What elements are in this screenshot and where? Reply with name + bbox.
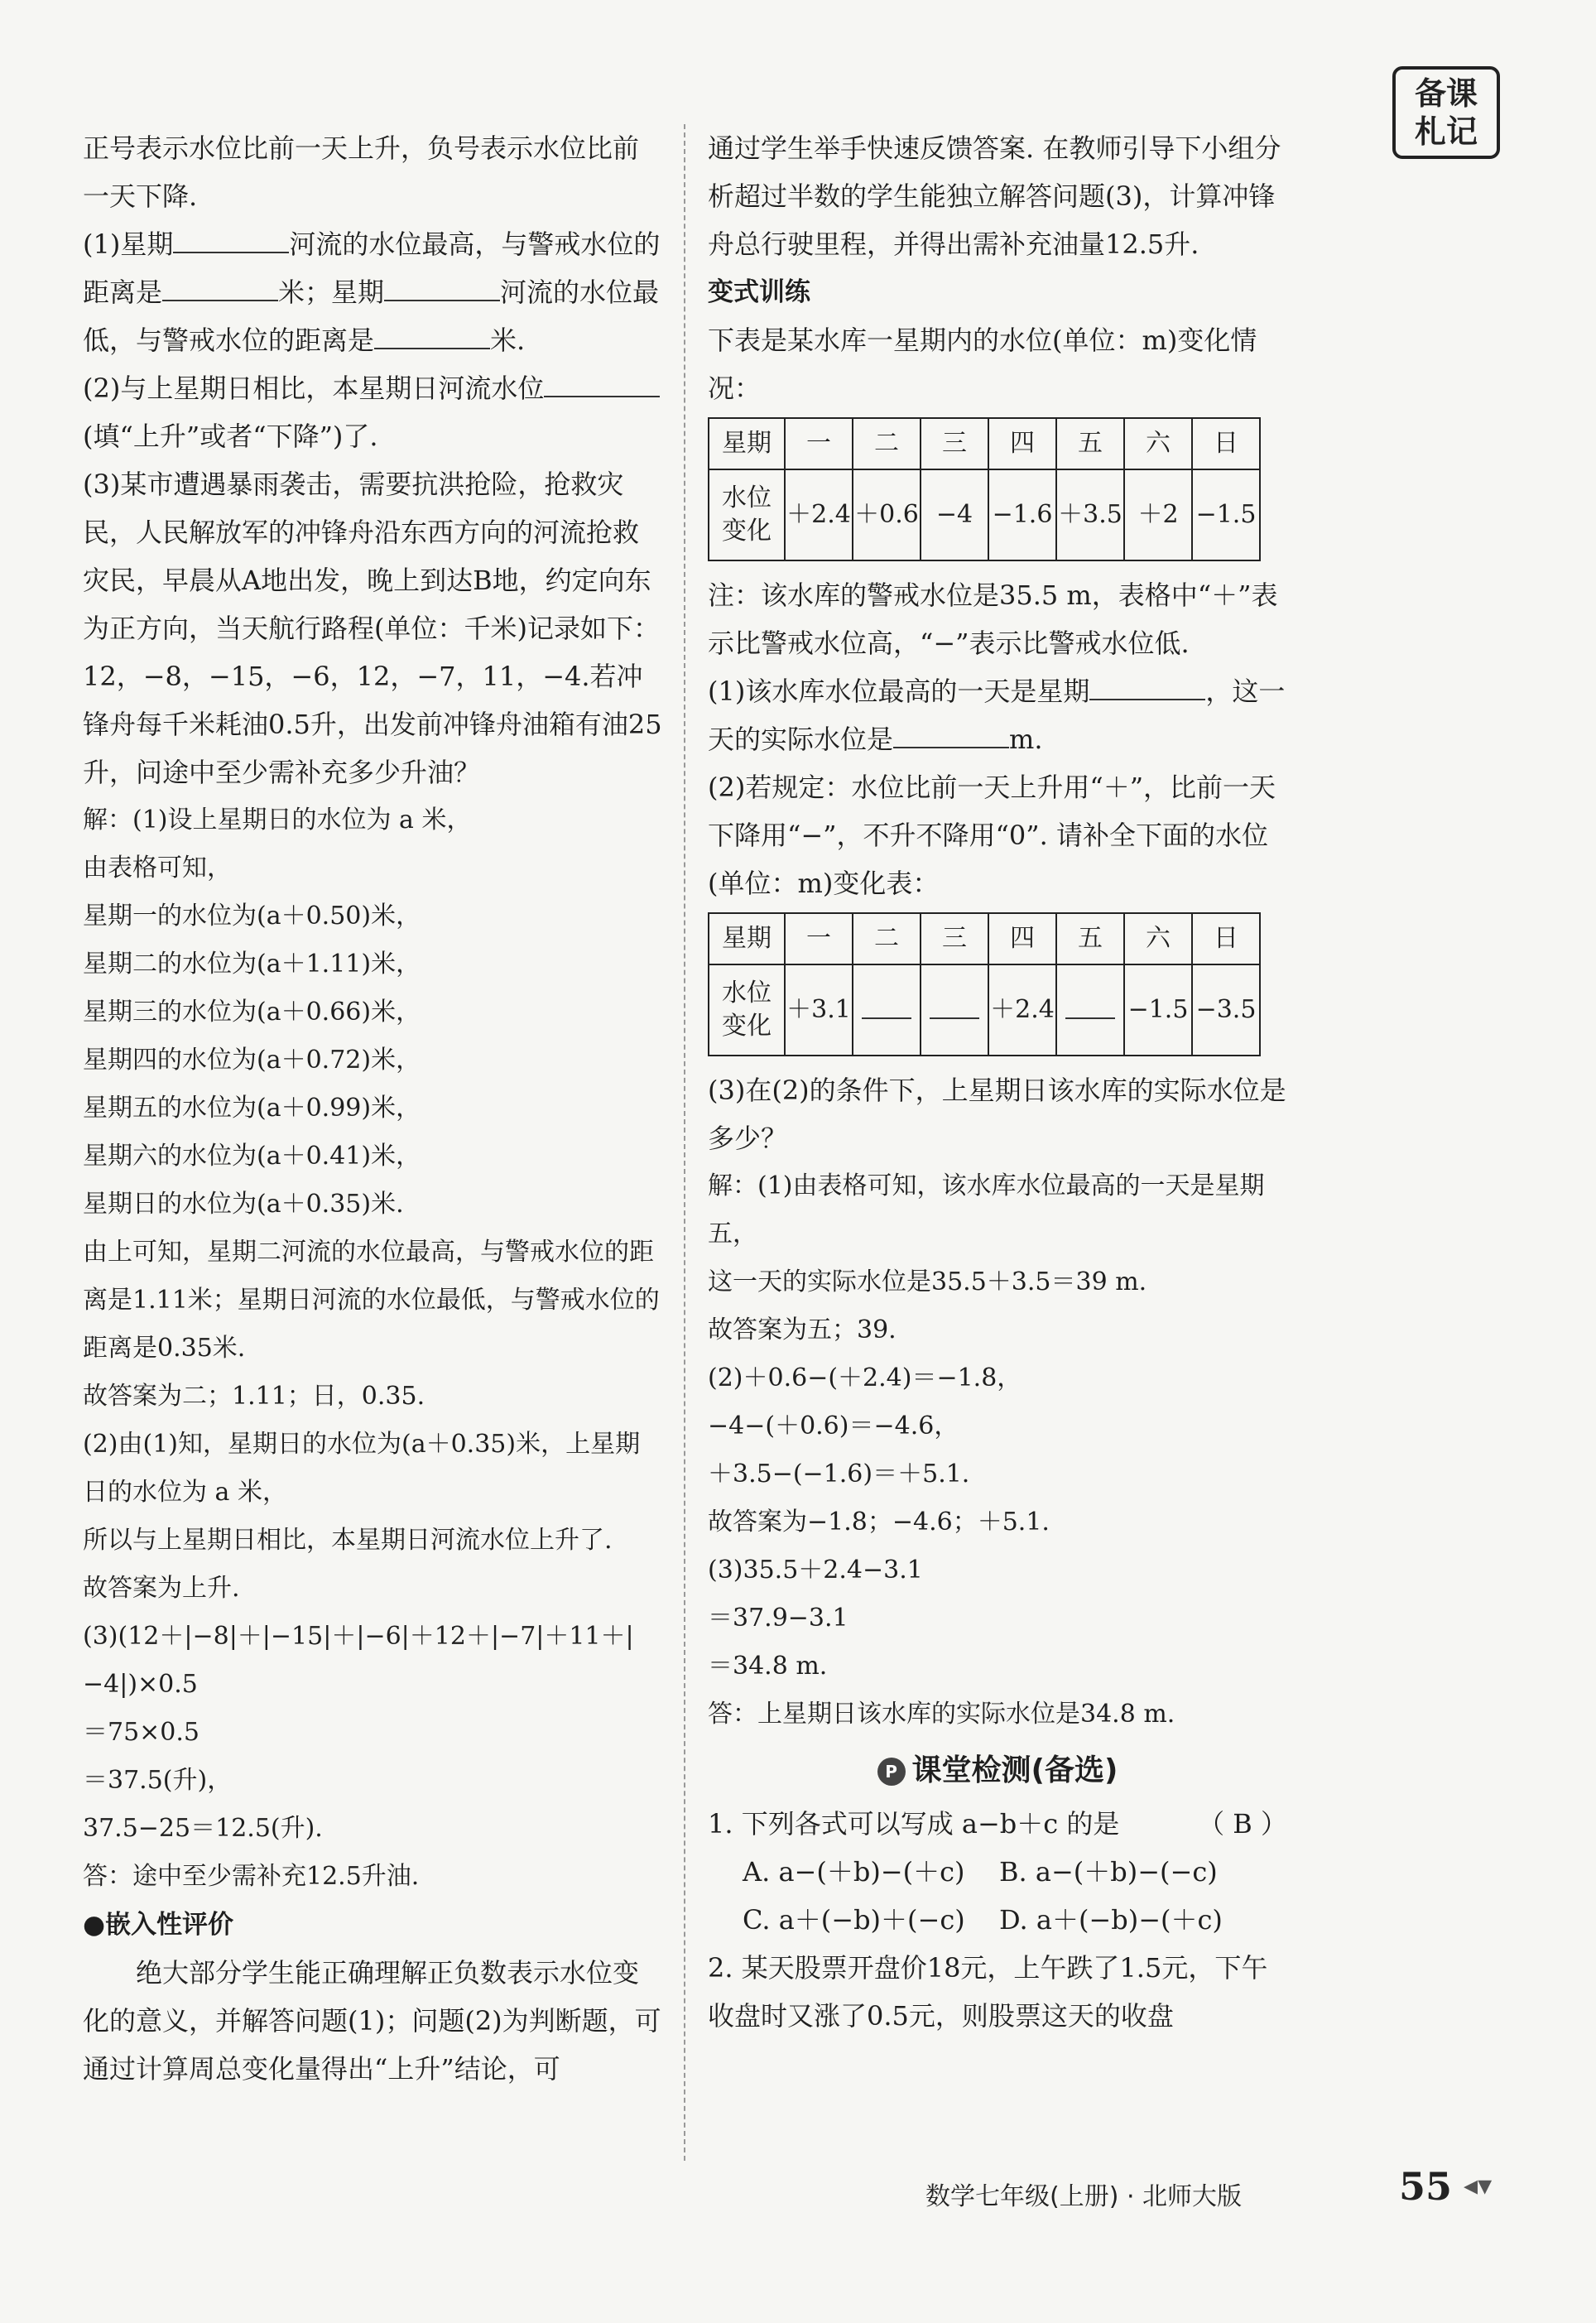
solution-line: 由表格可知， bbox=[83, 854, 232, 883]
solution-line: 所以与上星期日相比，本星期日河流水位上升了. bbox=[83, 1526, 613, 1555]
intro-text: 正号表示水位比前一天上升，负号表示水位比前一天下降. bbox=[83, 132, 640, 212]
table-cell: ＋0.6 bbox=[853, 469, 921, 560]
answer-blank bbox=[544, 371, 660, 397]
table-cell: 水位变化 bbox=[709, 964, 785, 1056]
left-column bbox=[83, 124, 662, 2093]
solution-line: 星期五的水位为(a＋0.99)米， bbox=[83, 1094, 421, 1123]
notes-stamp bbox=[1392, 66, 1500, 159]
table-cell-blank bbox=[853, 964, 921, 1056]
table-cell: 四 bbox=[988, 418, 1056, 469]
right-column bbox=[708, 124, 1287, 2040]
table-cell: 水位变化 bbox=[709, 469, 785, 560]
table-cell: 五 bbox=[1056, 913, 1124, 964]
solution-line: ＝75×0.5 bbox=[83, 1718, 200, 1747]
table-cell: 六 bbox=[1124, 913, 1192, 964]
solution-line: 故答案为五；39. bbox=[708, 1315, 897, 1344]
table-row bbox=[709, 913, 1260, 964]
variation-solution-block bbox=[708, 1162, 1287, 1739]
variation-intro: 下表是某水库一星期内的水位(单位：m)变化情况： bbox=[708, 325, 1257, 404]
table-cell: ＋2 bbox=[1124, 469, 1192, 560]
table-cell: 五 bbox=[1056, 418, 1124, 469]
table-cell: −4 bbox=[921, 469, 988, 560]
variation-question-3: (3)在(2)的条件下，上星期日该水库的实际水位是多少？ bbox=[708, 1075, 1286, 1154]
table-cell: 星期 bbox=[709, 418, 785, 469]
answer-blank bbox=[162, 275, 278, 301]
solution-line: (2)＋0.6−(＋2.4)＝−1.8， bbox=[708, 1364, 1022, 1392]
table-cell: ＋3.1 bbox=[785, 964, 853, 1056]
answer-blank bbox=[1065, 993, 1115, 1019]
section-title bbox=[708, 1747, 1287, 1795]
solution-line: (3)(12＋|−8|＋|−15|＋|−6|＋12＋|−7|＋11＋|−4|)×0.5 bbox=[83, 1622, 634, 1699]
page-number: 55 bbox=[1399, 2164, 1453, 2209]
table-row bbox=[709, 418, 1260, 469]
question-1 bbox=[83, 220, 662, 364]
evaluation-title: ●嵌入性评价 bbox=[83, 1910, 234, 1940]
practice-2: 2. 某天股票开盘价18元，上午跌了1.5元，下午收盘时又涨了0.5元，则股票这天的收盘 bbox=[708, 1952, 1268, 2032]
note-text: 注：该水库的警戒水位是35.5 m，表格中“＋”表示比警戒水位高，“−”表示比警戒水位低. bbox=[708, 580, 1278, 659]
table-cell-blank bbox=[921, 964, 988, 1056]
table-cell: 日 bbox=[1192, 418, 1260, 469]
question-2 bbox=[83, 364, 662, 460]
continued-text: 通过学生举手快速反馈答案. 在教师引导下小组分析超过半数的学生能独立解答问题(3)，计算冲锋舟总行驶里程，并得出需补充油量12.5升. bbox=[708, 132, 1281, 260]
table-row bbox=[709, 469, 1260, 560]
answer-blank bbox=[384, 275, 500, 301]
vq1-part-b: ，这一天的实际水位是 bbox=[708, 676, 1286, 755]
table-row bbox=[709, 964, 1260, 1056]
practice-1-options bbox=[708, 1896, 1287, 1944]
table-cell: 二 bbox=[853, 913, 921, 964]
answer-blank bbox=[1089, 674, 1205, 700]
solution-line: (3)35.5＋2.4−3.1 bbox=[708, 1556, 923, 1585]
practice-1-answer: （ B ） bbox=[1198, 1808, 1287, 1840]
table-cell: ＋3.5 bbox=[1056, 469, 1124, 560]
solution-line: ＝37.9−3.1 bbox=[708, 1604, 848, 1633]
solution-line: 星期日的水位为(a＋0.35)米. bbox=[83, 1190, 404, 1219]
solution-line: 星期一的水位为(a＋0.50)米， bbox=[83, 902, 421, 931]
evaluation-text: 绝大部分学生能正确理解正负数表示水位变化的意义，并解答问题(1)；问题(2)为判断题，可通过计算周总变化量得出“上升”结论，可 bbox=[83, 1957, 661, 2085]
stamp-bottom: 札记 bbox=[1414, 113, 1478, 150]
q1-part-c: 米；星期 bbox=[278, 277, 385, 308]
solution-line: ＋3.5−(−1.6)＝＋5.1. bbox=[708, 1460, 970, 1489]
water-level-table-2 bbox=[708, 912, 1261, 1056]
option-b: B. a−(＋b)−(−c) bbox=[999, 1856, 1218, 1888]
q2-part-b: (填“上升”或者“下降”)了. bbox=[83, 421, 378, 452]
variation-question-1 bbox=[708, 667, 1287, 763]
solution-line: 故答案为二；1.11；日，0.35. bbox=[83, 1382, 425, 1411]
table-cell: 二 bbox=[853, 418, 921, 469]
answer-blank bbox=[862, 993, 911, 1019]
vq1-part-c: m. bbox=[1009, 724, 1043, 755]
section-badge-icon: P bbox=[877, 1758, 906, 1786]
q1-part-a: (1)星期 bbox=[83, 228, 174, 260]
section-title-text: 课堂检测(备选) bbox=[911, 1753, 1118, 1787]
solution-block bbox=[83, 796, 662, 1901]
solution-line: 星期四的水位为(a＋0.72)米， bbox=[83, 1046, 421, 1075]
solution-line: 由上可知，星期二河流的水位最高，与警戒水位的距离是1.11米；星期日河流的水位最低，与警戒水位的距离是0.35米. bbox=[83, 1238, 660, 1363]
answer-blank bbox=[173, 227, 289, 253]
table-cell: 星期 bbox=[709, 913, 785, 964]
solution-line: ＝34.8 m. bbox=[708, 1652, 828, 1681]
solution-line: (2)由(1)知，星期日的水位为(a＋0.35)米，上星期日的水位为 a 米， bbox=[83, 1430, 641, 1507]
solution-line: ＝37.5(升)， bbox=[83, 1766, 233, 1795]
table-cell: −1.5 bbox=[1192, 469, 1260, 560]
answer-blank bbox=[893, 722, 1009, 748]
q2-part-a: (2)与上星期日相比，本星期日河流水位 bbox=[83, 373, 545, 404]
variation-question-2: (2)若规定：水位比前一天上升用“＋”，比前一天下降用“−”，不升不降用“0”. 请补全下面的水位(单位：m)变化表： bbox=[708, 772, 1276, 899]
vq1-part-a: (1)该水库水位最高的一天是星期 bbox=[708, 676, 1090, 707]
solution-line: 这一天的实际水位是35.5＋3.5＝39 m. bbox=[708, 1267, 1147, 1296]
table-cell: −1.5 bbox=[1124, 964, 1192, 1056]
water-level-table-1 bbox=[708, 417, 1261, 561]
solution-line: 故答案为−1.8；−4.6；＋5.1. bbox=[708, 1508, 1050, 1537]
table-cell: 日 bbox=[1192, 913, 1260, 964]
table-cell: 三 bbox=[921, 418, 988, 469]
table-cell: 六 bbox=[1124, 418, 1192, 469]
table-cell: 四 bbox=[988, 913, 1056, 964]
corner-arrow-icon: ◂▾ bbox=[1464, 2169, 1493, 2202]
option-d: D. a＋(−b)−(＋c) bbox=[999, 1904, 1223, 1936]
solution-line: 37.5−25＝12.5(升). bbox=[83, 1814, 323, 1843]
table-cell: 一 bbox=[785, 913, 853, 964]
table-cell: ＋2.4 bbox=[785, 469, 853, 560]
option-a: A. a−(＋b)−(＋c) bbox=[743, 1856, 965, 1888]
stamp-top: 备课 bbox=[1414, 75, 1478, 112]
q1-part-e: 米. bbox=[490, 325, 526, 356]
variation-title: 变式训练 bbox=[708, 277, 810, 307]
solution-line: 解：(1)由表格可知，该水库水位最高的一天是星期五， bbox=[708, 1171, 1265, 1248]
solution-line: 答：途中至少需补充12.5升油. bbox=[83, 1862, 420, 1891]
solution-line: 答：上星期日该水库的实际水位是34.8 m. bbox=[708, 1700, 1175, 1729]
table-cell-blank bbox=[1056, 964, 1124, 1056]
solution-line: 星期三的水位为(a＋0.66)米， bbox=[83, 998, 421, 1027]
solution-line: 故答案为上升. bbox=[83, 1574, 240, 1603]
q1-part-d: 河流的水位最低，与警戒水位的距离是 bbox=[83, 277, 660, 356]
question-3: (3)某市遭遇暴雨袭击，需要抗洪抢险，抢救灾民，人民解放军的冲锋舟沿东西方向的河流抢救灾民，早晨从A地出发，晚上到达B地，约定向东为正方向，当天航行路程(单位：千米)记录如下：12，−8，−15，−6，12，−7，11，−4.若冲锋舟每千米耗油0.5升，出发前冲锋舟油箱有油25升，问途中至少需补充多少升油？ bbox=[83, 469, 662, 788]
table-cell: 一 bbox=[785, 418, 853, 469]
table-cell: 三 bbox=[921, 913, 988, 964]
solution-line: 星期二的水位为(a＋1.11)米， bbox=[83, 950, 421, 979]
table-cell: −3.5 bbox=[1192, 964, 1260, 1056]
column-divider bbox=[684, 124, 685, 2161]
practice-1-question: 1. 下列各式可以写成 a−b＋c 的是 bbox=[708, 1808, 1120, 1840]
table-cell: −1.6 bbox=[988, 469, 1056, 560]
option-c: C. a＋(−b)＋(−c) bbox=[743, 1904, 965, 1936]
table-cell: ＋2.4 bbox=[988, 964, 1056, 1056]
book-title: 数学七年级(上册) · 北师大版 bbox=[925, 2182, 1243, 2211]
solution-line: 解：(1)设上星期日的水位为 a 米， bbox=[83, 806, 472, 834]
answer-blank bbox=[930, 993, 979, 1019]
practice-1-options bbox=[708, 1848, 1287, 1896]
q1-part-b: 河流的水位最高，与警戒水位的距离是 bbox=[83, 228, 661, 308]
practice-1-stem bbox=[708, 1800, 1287, 1848]
solution-line: 星期六的水位为(a＋0.41)米， bbox=[83, 1142, 421, 1171]
answer-blank bbox=[374, 323, 490, 349]
solution-line: −4−(＋0.6)＝−4.6， bbox=[708, 1412, 959, 1440]
